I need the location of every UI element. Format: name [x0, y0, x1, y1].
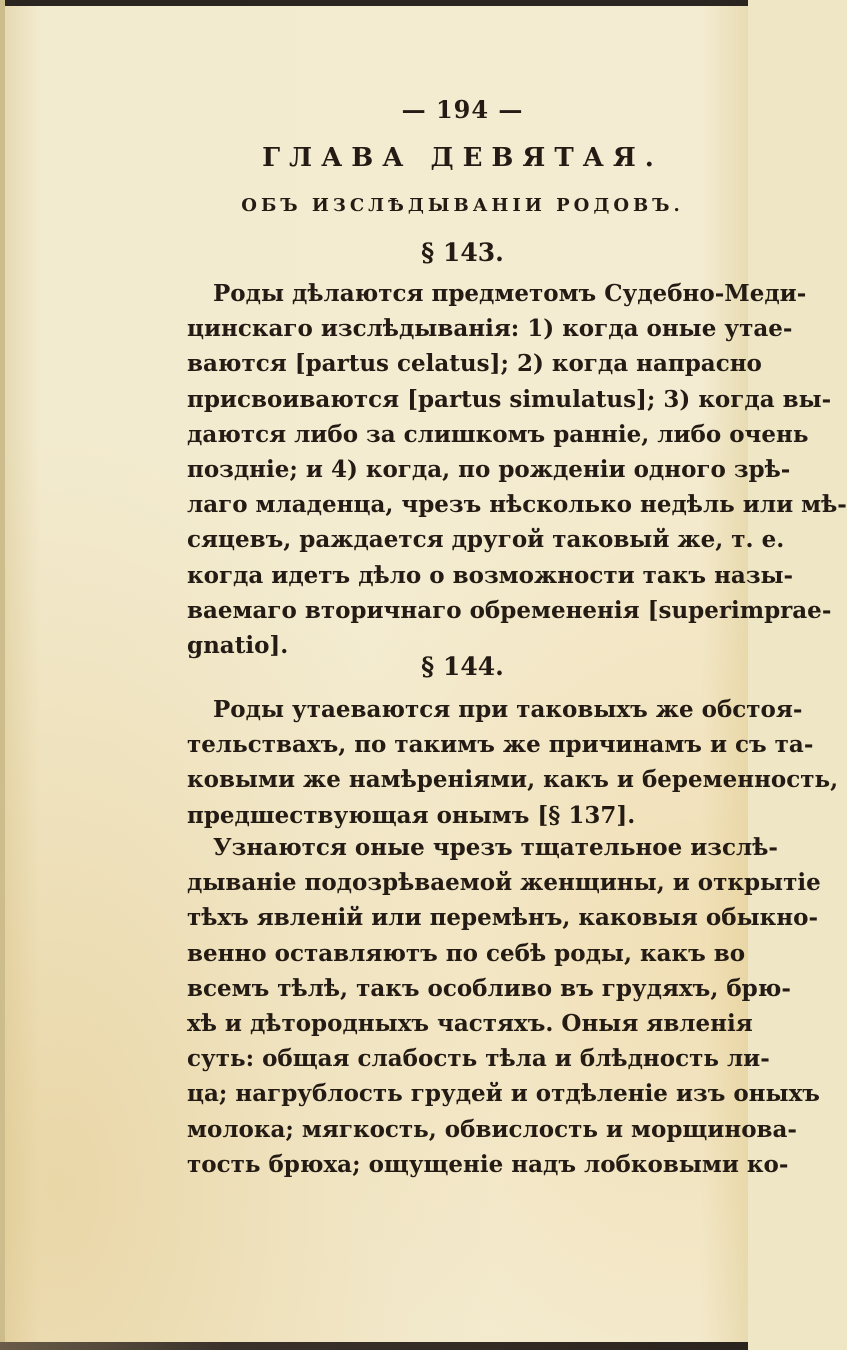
paragraph-144-1 [187, 696, 839, 837]
text-line: цинскаго изслѣдыванія: 1) когда оные утае- [187, 315, 793, 343]
paragraph-144-2 [187, 834, 821, 1186]
text-line: ваются [partus celatus]; 2) когда напрасно [187, 350, 762, 378]
text-line: тельствахъ, по такимъ же причинамъ и съ та- [187, 731, 814, 759]
text-line: венно оставляютъ по себѣ роды, какъ во [187, 939, 746, 967]
text-line: тость брюха; ощущеніе надъ лобковыми ко- [187, 1150, 789, 1178]
text-line: gnatio]. [187, 631, 289, 659]
page-bottom-edge [0, 1342, 748, 1350]
text-line: молока; мягкость, обвислость и морщинова- [187, 1115, 797, 1143]
text-line: тѣхъ явленій или перемѣнъ, каковыя обыкно- [187, 904, 818, 932]
text-line: ца; нагрублость грудей и отдѣленіе изъ оныхъ [187, 1080, 820, 1108]
chapter-subtitle: ОБЪ ИЗСЛѢДЫВАНІИ РОДОВЪ. [241, 195, 684, 216]
text-line: поздніе; и 4) когда, по рожденіи одного зрѣ- [187, 455, 791, 483]
text-line: ковыми же намѣреніями, какъ и беременность, [187, 766, 839, 794]
text-line: предшествующая онымъ [§ 137]. [187, 801, 636, 829]
text-line: ваемаго вторичнаго обремененія [superimprae- [187, 596, 832, 624]
text-line: суть: общая слабость тѣла и блѣдность ли- [187, 1045, 770, 1073]
text-line: Роды утаеваются при таковыхъ же обстоя- [213, 696, 803, 723]
text-line: даются либо за слишкомъ ранніе, либо очень [187, 420, 809, 448]
text-line: присвоиваются [partus simulatus]; 3) когда вы- [187, 385, 832, 413]
text-line: сяцевъ, раждается другой таковый же, т. е. [187, 526, 785, 554]
text-line: Узнаются оные чрезъ тщательное изслѣ- [213, 834, 778, 861]
text-line: хѣ и дѣтородныхъ частяхъ. Оныя явленія [187, 1009, 753, 1037]
section-mark-144: § 144. [421, 652, 504, 681]
chapter-title: ГЛАВА ДЕВЯТАЯ. [262, 143, 663, 173]
page-left-edge [0, 0, 5, 1350]
text-line: Роды дѣлаются предметомъ Судебно-Меди- [213, 280, 807, 307]
text-line: когда идетъ дѣло о возможности такъ назы- [187, 561, 794, 589]
section-mark-143: § 143. [421, 238, 504, 267]
page-number: — 194 — [401, 95, 524, 124]
text-line: лаго младенца, чрезъ нѣсколько недѣль или мѣ- [187, 491, 847, 519]
text-line: дываніе подозрѣваемой женщины, и открытіе [187, 869, 821, 897]
page-top-edge [0, 0, 748, 6]
paragraph-143-1 [187, 280, 847, 667]
text-line: всемъ тѣлѣ, такъ особливо въ грудяхъ, брю- [187, 974, 791, 1002]
